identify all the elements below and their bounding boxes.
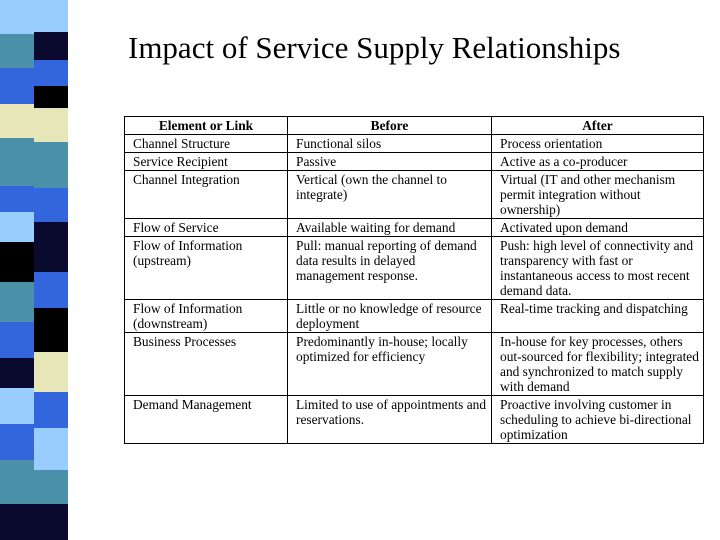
row-element-cell: Business Processes xyxy=(125,333,288,396)
stripe-block xyxy=(34,60,68,86)
row-before-cell: Little or no knowledge of resource deployment xyxy=(288,300,492,333)
table-header-row xyxy=(125,117,704,135)
header-before: Before xyxy=(288,117,492,135)
header-element-or-link: Element or Link xyxy=(125,117,288,135)
table-row xyxy=(125,237,704,300)
stripe-block xyxy=(34,428,68,470)
stripe-block xyxy=(34,272,68,308)
row-after-cell: Virtual (IT and other mechanism permit integration without ownership) xyxy=(492,171,704,219)
stripe-block xyxy=(0,242,34,282)
row-before-cell: Functional silos xyxy=(288,135,492,153)
row-element-cell: Flow of Service xyxy=(125,219,288,237)
row-element-cell: Flow of Information (downstream) xyxy=(125,300,288,333)
stripe-block xyxy=(34,0,68,32)
slide-title: Impact of Service Supply Relationships xyxy=(128,30,621,65)
stripe-block xyxy=(34,308,68,352)
row-element-cell: Channel Structure xyxy=(125,135,288,153)
stripe-block xyxy=(0,322,34,358)
row-before-cell: Pull: manual reporting of demand data results in delayed management response. xyxy=(288,237,492,300)
stripe-block xyxy=(34,188,68,222)
decorative-stripe-bar xyxy=(0,0,68,540)
table-row xyxy=(125,396,704,444)
table-row xyxy=(125,153,704,171)
table-row xyxy=(125,333,704,396)
row-before-cell: Vertical (own the channel to integrate) xyxy=(288,171,492,219)
stripe-block xyxy=(0,0,34,34)
table-row xyxy=(125,300,704,333)
row-before-cell: Predominantly in-house; locally optimized for efficiency xyxy=(288,333,492,396)
stripe-block xyxy=(34,32,68,60)
stripe-block xyxy=(34,108,68,142)
row-element-cell: Channel Integration xyxy=(125,171,288,219)
row-after-cell: Process orientation xyxy=(492,135,704,153)
stripe-block xyxy=(0,504,34,540)
table-row xyxy=(125,171,704,219)
row-element-cell: Flow of Information (upstream) xyxy=(125,237,288,300)
row-before-cell: Limited to use of appointments and reservations. xyxy=(288,396,492,444)
row-after-cell: Push: high level of connectivity and transparency with fast or instantaneous access to most recent demand data. xyxy=(492,237,704,300)
stripe-column-left xyxy=(0,0,34,540)
comparison-table-container xyxy=(124,116,704,444)
row-after-cell: Active as a co-producer xyxy=(492,153,704,171)
table-row xyxy=(125,135,704,153)
row-after-cell: Proactive involving customer in scheduling to achieve bi-directional optimization xyxy=(492,396,704,444)
stripe-block xyxy=(34,504,68,540)
stripe-block xyxy=(0,212,34,242)
stripe-block xyxy=(0,460,34,504)
stripe-block xyxy=(0,282,34,322)
header-after: After xyxy=(492,117,704,135)
stripe-block xyxy=(0,358,34,388)
stripe-block xyxy=(34,86,68,108)
row-after-cell: Activated upon demand xyxy=(492,219,704,237)
stripe-block xyxy=(0,34,34,68)
row-before-cell: Available waiting for demand xyxy=(288,219,492,237)
stripe-block xyxy=(34,470,68,504)
stripe-block xyxy=(34,352,68,392)
stripe-block xyxy=(0,388,34,424)
table-row xyxy=(125,219,704,237)
stripe-block xyxy=(34,222,68,272)
stripe-block xyxy=(0,186,34,212)
stripe-block xyxy=(0,104,34,138)
row-element-cell: Demand Management xyxy=(125,396,288,444)
row-after-cell: Real-time tracking and dispatching xyxy=(492,300,704,333)
stripe-block xyxy=(34,392,68,428)
row-after-cell: In-house for key processes, others out-sourced for flexibility; integrated and synchronized to match supply with demand xyxy=(492,333,704,396)
stripe-block xyxy=(0,424,34,460)
row-element-cell: Service Recipient xyxy=(125,153,288,171)
row-before-cell: Passive xyxy=(288,153,492,171)
stripe-block xyxy=(0,138,34,186)
stripe-block xyxy=(34,142,68,188)
comparison-table xyxy=(124,116,704,444)
stripe-block xyxy=(0,68,34,104)
stripe-column-right xyxy=(34,0,68,540)
